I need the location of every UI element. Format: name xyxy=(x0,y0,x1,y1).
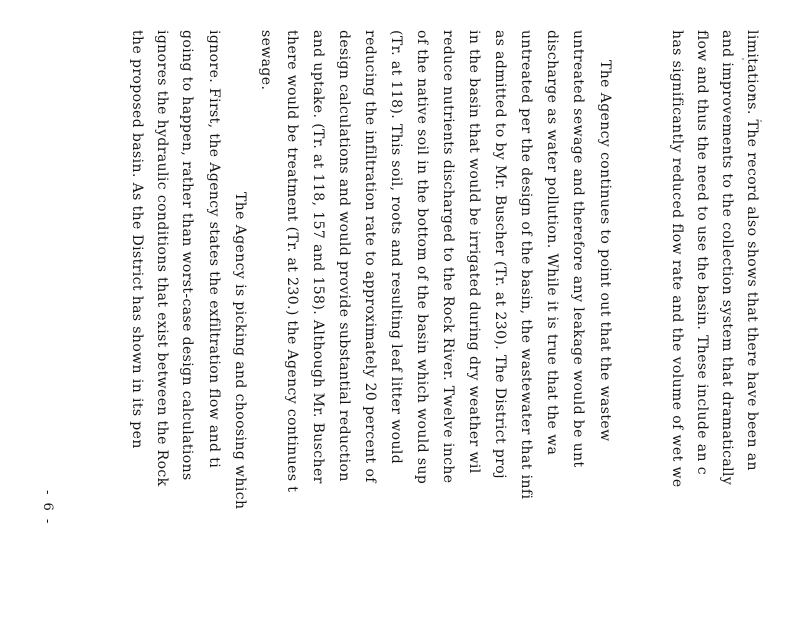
text-line: ignore. First, the Agency states the exfiltration flow and ti xyxy=(206,30,222,469)
text-line: (Tr. at 118). This soil, roots and resulting leaf litter would xyxy=(388,30,404,465)
text-line: untreated per the design of the basin, the wastewater that infi xyxy=(518,30,534,500)
text-line: and uptake. (Tr. at 118, 157 and 158). Although Mr. Buscher xyxy=(310,30,326,484)
text-line: in the basin that would be irrigated during dry weather wil xyxy=(466,30,482,474)
text-line: the proposed basin. As the District has shown in its pen xyxy=(129,30,145,449)
text-line: The Agency is picking and choosing which xyxy=(232,192,248,510)
text-line: of the native soil in the bottom of the basin which would sup xyxy=(414,30,430,485)
text-line: limitations. The record also shows that there have been an xyxy=(744,30,760,471)
text-line: as admitted to by Mr. Buscher (Tr. at 230). The District proj xyxy=(492,30,508,479)
text-line: has significantly reduced flow rate and the volume of wet we xyxy=(669,30,685,488)
text-line: reducing the infiltration rate to approximately 20 percent of xyxy=(362,30,378,483)
text-line: ignores the hydraulic conditions that exist between the Rock xyxy=(154,30,170,487)
text-line: untreated sewage and therefore any leakage would be unt xyxy=(570,30,586,468)
page-number: - 6 - xyxy=(40,490,55,526)
rotated-text-block xyxy=(80,30,760,616)
scan-speck xyxy=(760,120,762,122)
text-line: design calculations and would provide substantial reduction xyxy=(336,30,352,482)
text-line: The Agency continues to point out that the wastew xyxy=(597,60,613,442)
text-line: reduce nutrients discharged to the Rock River. Twelve inche xyxy=(440,30,456,484)
text-line: going to happen, rather than worst-case design calculations xyxy=(179,30,195,481)
text-line: there would be treatment (Tr. at 230.) the Agency continues t xyxy=(284,30,300,493)
text-line: discharge as water pollution. While it is true that the wa xyxy=(544,30,560,456)
text-line: and improvements to the collection system that dramatically xyxy=(719,30,735,486)
text-line: flow and thus the need to use the basin. These include an c xyxy=(694,30,710,476)
text-line: sewage. xyxy=(258,30,274,91)
